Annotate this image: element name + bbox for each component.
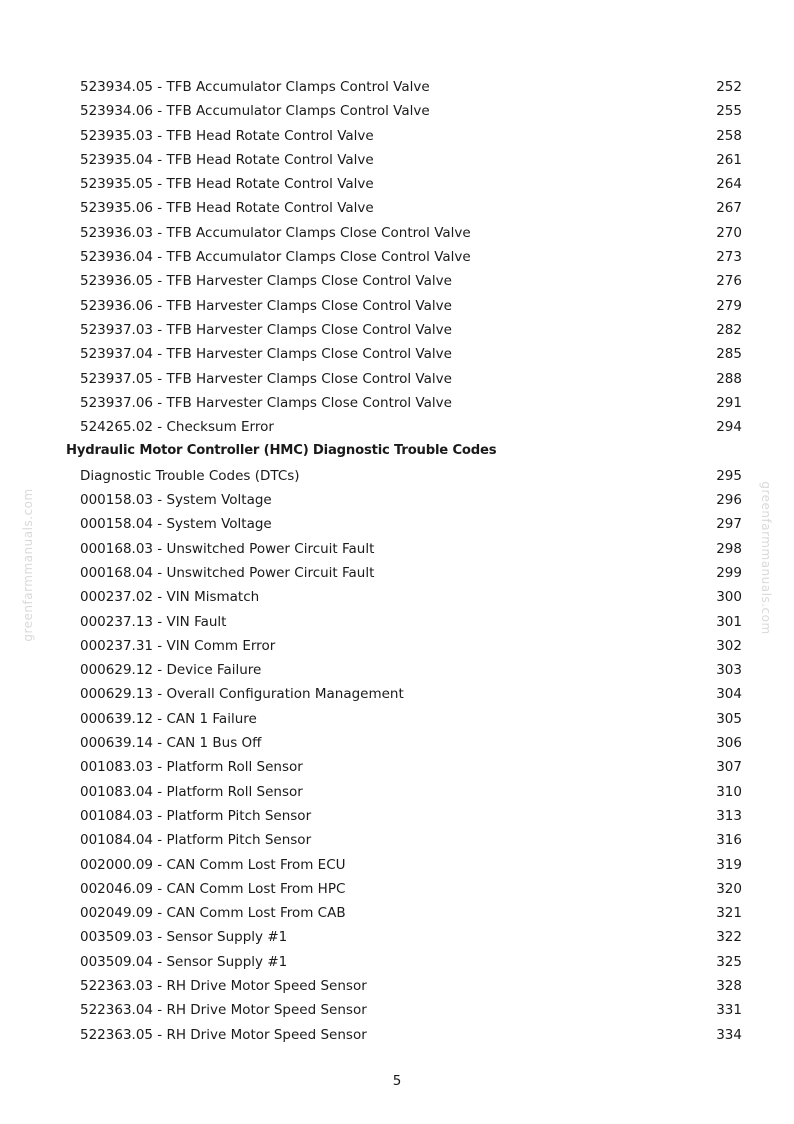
- toc-entry-page-number: 282: [716, 321, 742, 338]
- toc-entry-page-number: 273: [716, 249, 742, 266]
- toc-entry-title: 523937.06 - TFB Harvester Clamps Close Control Valve: [80, 394, 452, 411]
- toc-entry-page-number: 267: [716, 200, 742, 217]
- toc-entry[interactable]: [0, 415, 794, 439]
- toc-entry[interactable]: [0, 950, 794, 974]
- toc-entry-page-number: 331: [716, 1002, 742, 1019]
- toc-entry-title: 000629.13 - Overall Configuration Management: [80, 686, 404, 703]
- toc-entry-page-number: 291: [716, 394, 742, 411]
- toc-entry[interactable]: [0, 537, 794, 561]
- toc-entry-page-number: 316: [716, 832, 742, 849]
- toc-entry[interactable]: [0, 367, 794, 391]
- toc-entry-title: 000639.14 - CAN 1 Bus Off: [80, 735, 262, 752]
- toc-entry-page-number: 288: [716, 370, 742, 387]
- toc-entry-page-number: 320: [716, 880, 742, 897]
- toc-entry-title: 000158.03 - System Voltage: [80, 492, 272, 509]
- toc-entry[interactable]: [0, 901, 794, 925]
- toc-entry-page-number: 255: [716, 103, 742, 120]
- toc-entry-page-number: 294: [716, 419, 742, 436]
- toc-entry-title: 000629.12 - Device Failure: [80, 662, 262, 679]
- toc-entry-title: 523936.05 - TFB Harvester Clamps Close Control Valve: [80, 273, 452, 290]
- toc-entry[interactable]: [0, 318, 794, 342]
- toc-entry[interactable]: [0, 707, 794, 731]
- toc-entry-title: 000168.04 - Unswitched Power Circuit Fault: [80, 564, 375, 581]
- toc-entry-title: 522363.03 - RH Drive Motor Speed Sensor: [80, 977, 367, 994]
- toc-entry[interactable]: [0, 682, 794, 706]
- toc-entry-title: 001084.03 - Platform Pitch Sensor: [80, 807, 312, 824]
- toc-entry-page-number: 310: [716, 783, 742, 800]
- toc-entry-title: 000237.02 - VIN Mismatch: [80, 589, 260, 606]
- toc-entry-title: 523936.06 - TFB Harvester Clamps Close Control Valve: [80, 297, 452, 314]
- toc-entry-page-number: 276: [716, 273, 742, 290]
- toc-entry-page-number: 334: [716, 1026, 742, 1043]
- toc-entry[interactable]: [0, 658, 794, 682]
- toc-entry-title: 002000.09 - CAN Comm Lost From ECU: [80, 856, 346, 873]
- toc-heading-title: Hydraulic Motor Controller (HMC) Diagnostic Trouble Codes: [66, 443, 497, 459]
- toc-entry[interactable]: [0, 731, 794, 755]
- toc-entry[interactable]: [0, 925, 794, 949]
- toc-entry[interactable]: [0, 610, 794, 634]
- toc-entry-page-number: 322: [716, 929, 742, 946]
- toc-entry-page-number: 300: [716, 589, 742, 606]
- toc-entry-title: 523934.05 - TFB Accumulator Clamps Control Valve: [80, 79, 430, 95]
- table-of-contents: [0, 75, 794, 1047]
- toc-entry-page-number: 325: [716, 953, 742, 970]
- toc-entry-page-number: 261: [716, 151, 742, 168]
- toc-entry-page-number: 304: [716, 686, 742, 703]
- toc-entry-title: 000237.31 - VIN Comm Error: [80, 637, 276, 654]
- toc-entry-page-number: 279: [716, 297, 742, 314]
- toc-entry-title: 523936.03 - TFB Accumulator Clamps Close Control Valve: [80, 224, 471, 241]
- toc-entry[interactable]: [0, 828, 794, 852]
- toc-entry[interactable]: [0, 172, 794, 196]
- toc-entry-page-number: 301: [716, 613, 742, 630]
- toc-entry[interactable]: [0, 585, 794, 609]
- toc-entry-title: 523937.04 - TFB Harvester Clamps Close Control Valve: [80, 346, 452, 363]
- watermark-left: greenfarmmanuals.com: [21, 488, 35, 642]
- toc-entry[interactable]: [0, 294, 794, 318]
- toc-entry-title: 000158.04 - System Voltage: [80, 516, 272, 533]
- toc-entry[interactable]: [0, 124, 794, 148]
- toc-entry[interactable]: [0, 1023, 794, 1047]
- toc-entry[interactable]: [0, 755, 794, 779]
- toc-entry-page-number: 299: [716, 564, 742, 581]
- toc-entry-title: 523935.05 - TFB Head Rotate Control Valve: [80, 176, 374, 193]
- toc-entry-title: 002046.09 - CAN Comm Lost From HPC: [80, 880, 346, 897]
- toc-entry-title: 523934.06 - TFB Accumulator Clamps Control Valve: [80, 103, 430, 120]
- toc-entry[interactable]: [0, 853, 794, 877]
- toc-entry-page-number: 303: [716, 662, 742, 679]
- toc-entry-page-number: 306: [716, 735, 742, 752]
- toc-entry[interactable]: [0, 561, 794, 585]
- toc-entry-title: 000237.13 - VIN Fault: [80, 613, 227, 630]
- toc-entry-title: 523937.05 - TFB Harvester Clamps Close Control Valve: [80, 370, 452, 387]
- toc-entry-title: 523935.04 - TFB Head Rotate Control Valve: [80, 151, 374, 168]
- toc-entry-title: 523935.03 - TFB Head Rotate Control Valve: [80, 127, 374, 144]
- toc-entry[interactable]: [0, 488, 794, 512]
- toc-entry-title: 523937.03 - TFB Harvester Clamps Close Control Valve: [80, 321, 452, 338]
- toc-entry[interactable]: [0, 99, 794, 123]
- toc-entry[interactable]: [0, 221, 794, 245]
- toc-entry-title: 001083.03 - Platform Roll Sensor: [80, 759, 303, 776]
- toc-entry[interactable]: [0, 877, 794, 901]
- toc-entry-title: Diagnostic Trouble Codes (DTCs): [80, 467, 300, 484]
- watermark-right: greenfarmmanuals.com: [759, 481, 773, 635]
- toc-entry-title: 002049.09 - CAN Comm Lost From CAB: [80, 905, 346, 922]
- page-number: 5: [392, 1073, 402, 1089]
- toc-entry[interactable]: [0, 464, 794, 488]
- toc-entry-page-number: 295: [716, 467, 742, 484]
- toc-entry-page-number: 270: [716, 224, 742, 241]
- toc-entry-title: 000168.03 - Unswitched Power Circuit Fault: [80, 540, 375, 557]
- toc-entry[interactable]: [0, 245, 794, 269]
- toc-entry-page-number: 305: [716, 710, 742, 727]
- toc-entry-title: 000639.12 - CAN 1 Failure: [80, 710, 257, 727]
- toc-entry-title: 001083.04 - Platform Roll Sensor: [80, 783, 303, 800]
- toc-entry-page-number: 258: [716, 127, 742, 144]
- toc-entry[interactable]: [0, 804, 794, 828]
- toc-entry-page-number: 328: [716, 977, 742, 994]
- toc-entry-title: 522363.04 - RH Drive Motor Speed Sensor: [80, 1002, 367, 1019]
- toc-entry-page-number: 307: [716, 759, 742, 776]
- toc-entry-title: 003509.04 - Sensor Supply #1: [80, 953, 288, 970]
- toc-entry[interactable]: [0, 75, 794, 99]
- toc-entry-title: 523936.04 - TFB Accumulator Clamps Close Control Valve: [80, 249, 471, 266]
- toc-entry-page-number: 302: [716, 637, 742, 654]
- toc-entry-page-number: 297: [716, 516, 742, 533]
- toc-entry-title: 522363.05 - RH Drive Motor Speed Sensor: [80, 1026, 367, 1043]
- toc-entry-page-number: 321: [716, 905, 742, 922]
- toc-entry[interactable]: [0, 148, 794, 172]
- toc-entry[interactable]: [0, 780, 794, 804]
- toc-entry-page-number: 264: [716, 176, 742, 193]
- toc-entry-page-number: 313: [716, 807, 742, 824]
- toc-entry[interactable]: [0, 269, 794, 293]
- toc-entry-title: 524265.02 - Checksum Error: [80, 419, 274, 436]
- toc-entry[interactable]: [0, 342, 794, 366]
- toc-entry-page-number: 298: [716, 540, 742, 557]
- toc-entry[interactable]: [0, 998, 794, 1022]
- toc-entry[interactable]: [0, 634, 794, 658]
- toc-section-heading: [0, 439, 794, 463]
- toc-entry-title: 003509.03 - Sensor Supply #1: [80, 929, 288, 946]
- toc-entry-title: 001084.04 - Platform Pitch Sensor: [80, 832, 312, 849]
- toc-entry-page-number: 252: [716, 79, 742, 95]
- toc-entry-page-number: 296: [716, 492, 742, 509]
- toc-entry-page-number: 285: [716, 346, 742, 363]
- toc-entry[interactable]: [0, 974, 794, 998]
- toc-entry[interactable]: [0, 391, 794, 415]
- toc-entry-page-number: 319: [716, 856, 742, 873]
- toc-entry-title: 523935.06 - TFB Head Rotate Control Valve: [80, 200, 374, 217]
- toc-entry[interactable]: [0, 196, 794, 220]
- toc-entry[interactable]: [0, 512, 794, 536]
